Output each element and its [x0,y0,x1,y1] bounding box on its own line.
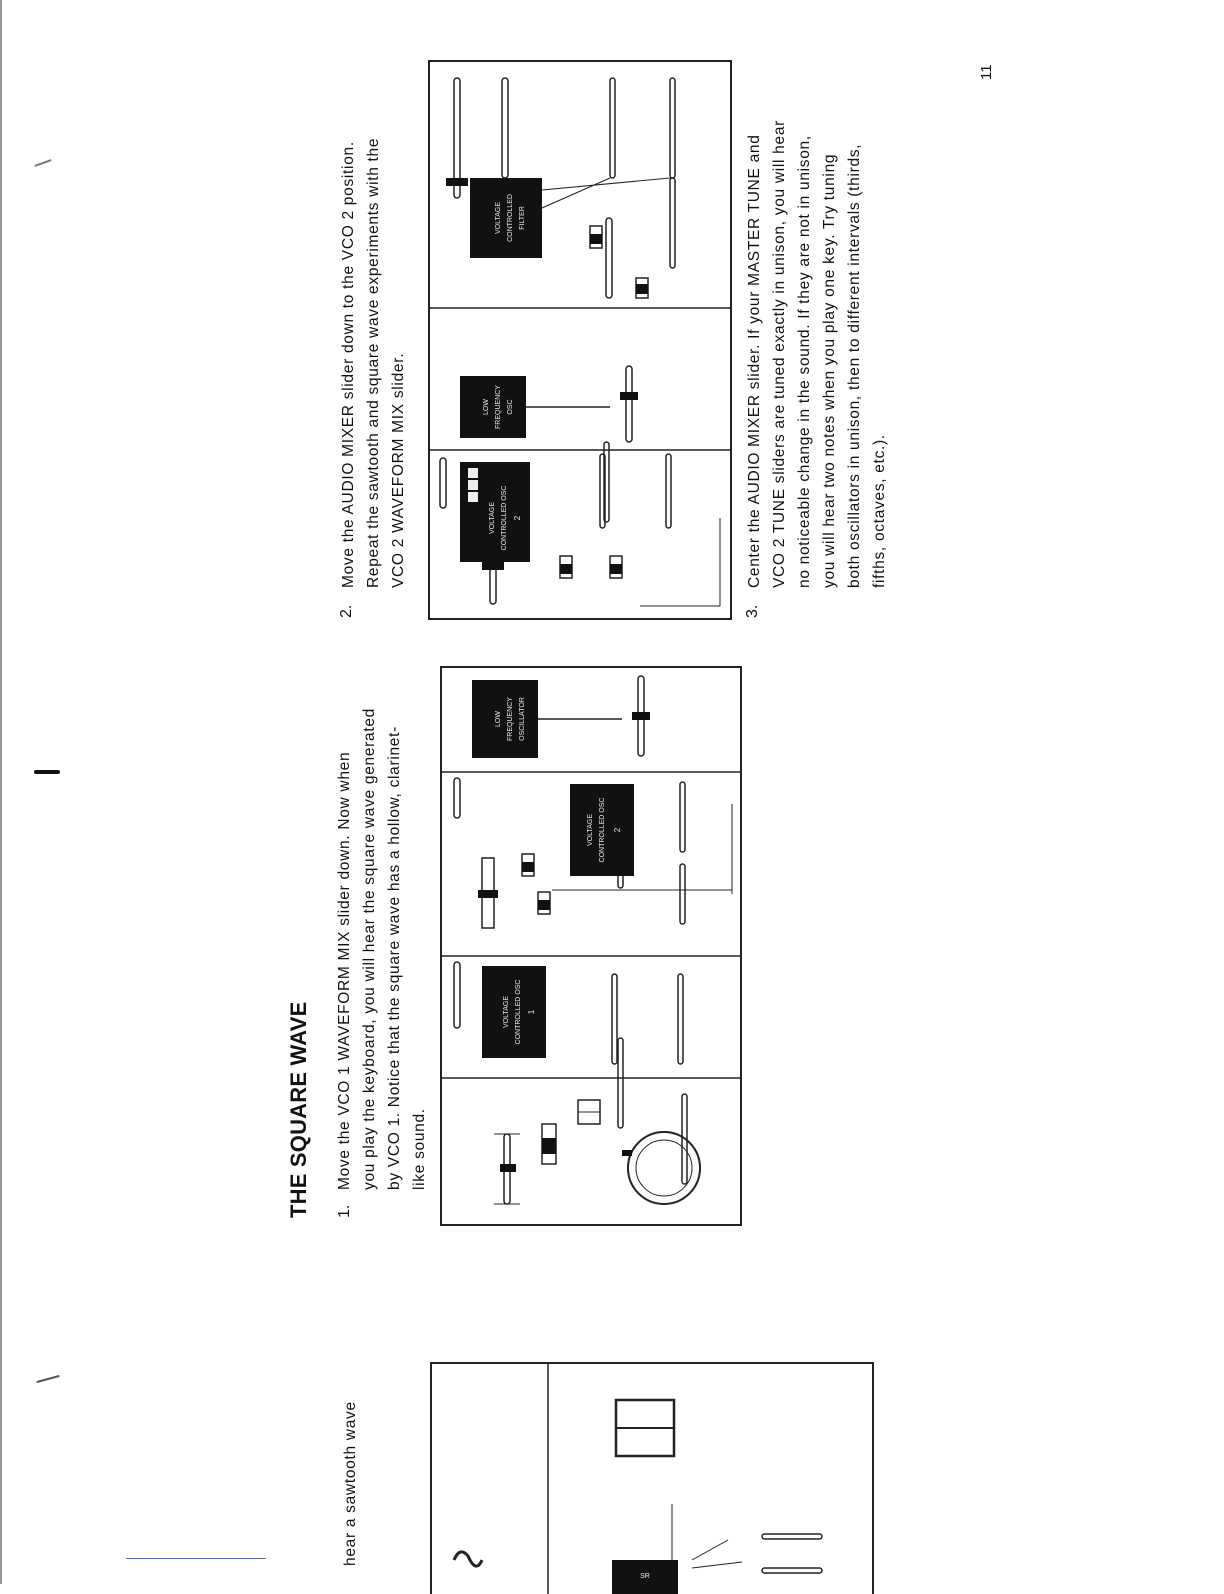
step-1-line: you play the keyboard, you will hear the square wave generated [361,708,378,1190]
page-number: 11 [978,64,995,80]
step-1-line: by VCO 1. Notice that the square wave has a hollow, clarinet- [386,725,403,1190]
synth-panel-diagram-step-1 [440,666,742,1226]
svg-text:FILTER: FILTER [519,206,526,230]
svg-text:CONTROLLED OSC: CONTROLLED OSC [501,485,508,551]
svg-text:SR: SR [640,1573,650,1580]
master-tune-slider [494,1134,520,1204]
scan-artifact [34,159,52,167]
lfo-block [472,680,538,758]
synth-panel-illustration [430,62,730,618]
step-3-line: both oscillators in unison, then to different intervals (thirds, [846,143,863,588]
svg-text:OSC: OSC [507,399,514,415]
step-3-line: VCO 2 TUNE sliders are tuned exactly in unison, you will hear [771,120,788,588]
step-1-line: like sound. [411,1108,428,1190]
svg-text:2: 2 [613,827,622,833]
step-2-text [336,138,411,588]
svg-text:2: 2 [513,515,522,521]
svg-text:CONTROLLED OSC: CONTROLLED OSC [599,797,606,863]
section-title: THE SQUARE WAVE [286,1001,311,1218]
svg-text:VOLTAGE: VOLTAGE [489,501,496,535]
synth-panel-illustration [442,668,740,1224]
svg-text:VOLTAGE: VOLTAGE [495,201,502,235]
previous-page-fragment: hear a sawtooth wave [342,1401,359,1566]
step-1-number: 1. [336,1204,353,1218]
scan-artifact [36,1375,60,1383]
vco1-block [482,966,546,1058]
pitch-bend-wheel [622,1132,700,1204]
step-2-line: Move the AUDIO MIXER slider down to the VCO 2 position. [340,141,357,588]
synth-panel-diagram-step-2 [428,60,732,620]
footnote-rule [126,1558,266,1559]
transpose-switch [542,1124,556,1164]
svg-text:OSCILLATOR: OSCILLATOR [519,697,526,741]
svg-text:LOW: LOW [495,711,502,727]
svg-text:CONTROLLED OSC: CONTROLLED OSC [515,979,522,1045]
step-1-text [332,708,432,1190]
vco1-label: VOLTAGE [503,995,510,1029]
svg-text:FREQUENCY: FREQUENCY [495,385,502,429]
step-2-number: 2. [338,604,355,618]
step-3-line: fifths, octaves, etc.). [871,434,888,588]
vcf-block [470,178,542,258]
lfo-block [460,376,526,438]
step-3-number: 3. [744,604,761,618]
scan-artifact [34,770,60,774]
svg-text:LOW: LOW [483,399,490,415]
previous-page-panel-fragment [430,1362,874,1594]
previous-page-panel-illustration [432,1364,872,1594]
step-2-line: VCO 2 WAVEFORM MIX slider. [390,352,407,588]
step-3-line: Center the AUDIO MIXER slider. If your MASTER TUNE and [746,134,763,588]
step-1-line: Move the VCO 1 WAVEFORM MIX slider down. Now when [336,751,353,1190]
step-3-line: you will hear two notes when you play one key. Try tuning [821,153,838,588]
step-2-line: Repeat the sawtooth and square wave experiments with the [365,137,382,588]
svg-text:VOLTAGE: VOLTAGE [587,813,594,847]
step-3-text [742,120,892,588]
svg-text:CONTROLLED: CONTROLLED [507,194,514,242]
svg-text:1: 1 [527,1009,536,1015]
scan-edge-line [0,0,2,1584]
step-3-line: no noticeable change in the sound. If they are not in unison, [796,135,813,588]
svg-text:FREQUENCY: FREQUENCY [507,697,514,741]
